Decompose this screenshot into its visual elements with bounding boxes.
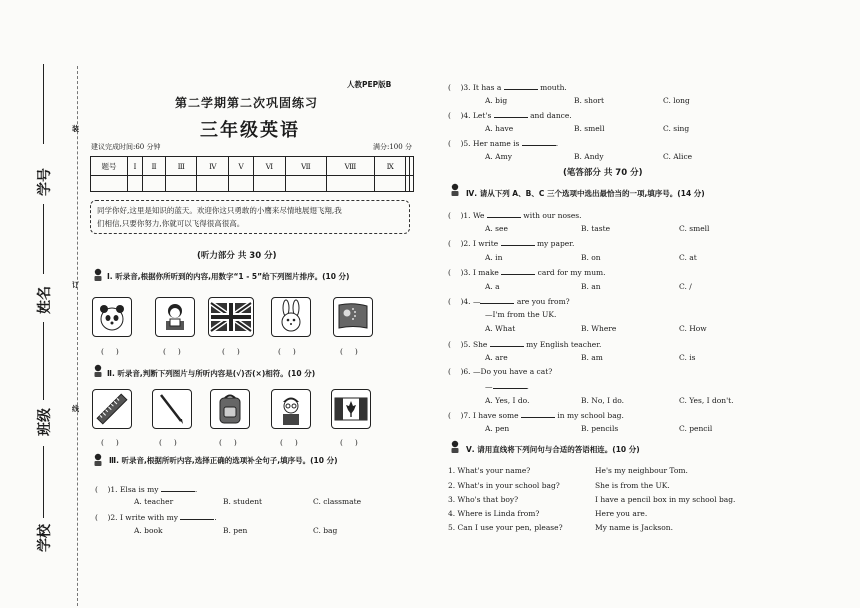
student-number-label: 学号 [37,168,53,196]
binding-dashed-line [77,66,78,606]
option: A. are [485,353,508,362]
section-1-instruction: Ⅰ. 听录音,根据你所听到的内容,用数字“1 - 5”给下列图片排序。(10 分) [107,272,350,281]
match-question: 4. Where is Linda from? [448,509,540,518]
question-text: I write [472,239,499,248]
question-line: ( )2. I write with my . [95,513,217,522]
question-text-after: are you from? [516,297,570,306]
answer-paren[interactable]: ( ) [340,438,358,447]
option: B. taste [581,224,611,233]
question-text-after: . [214,513,217,522]
option: A. in [485,253,503,262]
answer-blank[interactable] [521,410,555,418]
student-avatar-icon [91,364,105,378]
boy-icon [272,390,310,428]
question-line: ( )3. It has a mouth. [448,83,567,92]
question-text-after: card for my mum. [537,268,606,277]
full-score: 满分:100 分 [373,143,412,151]
option: C. classmate [313,497,362,506]
option: C. pencil [679,424,713,433]
question-text: We [472,211,485,220]
option: C. at [679,253,697,262]
score-table-cell [286,176,326,192]
question-number: )5. [460,340,471,349]
answer-blank[interactable] [487,210,521,218]
picture-china-flag [333,297,373,337]
option: B. No, I do. [581,396,625,405]
answer-paren[interactable]: ( ) [101,438,119,447]
picture-rabbit [271,297,311,337]
question-text: I make [472,268,499,277]
section-4-instruction: Ⅳ. 请从下列 A、B、C 三个选项中选出最恰当的一项,填序号。(14 分) [466,189,705,198]
class-label: 班级 [37,408,53,436]
match-answer: My name is Jackson. [595,523,673,532]
picture-canada-flag [331,389,371,429]
option: A. What [485,324,516,333]
answer-blank[interactable] [522,138,559,148]
option: C. sing [663,124,690,133]
option: C. How [679,324,707,333]
student-avatar-icon [448,440,462,454]
option: A. have [485,124,514,133]
question-line: ( )5. Her name is . [448,139,559,148]
score-table-cell [375,176,406,192]
score-table-cell [410,176,414,192]
binding-mark-2: 订 [72,280,79,289]
option: C. long [663,96,690,105]
binding-line-top [43,64,44,144]
section-5-instruction: Ⅴ. 请用直线将下列问句与合适的答语相连。(10 分) [466,445,640,454]
school-label: 学校 [37,524,53,552]
answer-blank[interactable] [504,82,538,90]
option: A. see [485,224,508,233]
picture-student [155,297,195,337]
question-text: I write with my [119,513,178,522]
option: B. student [223,497,263,506]
option: B. short [574,96,605,105]
question-text-after: my paper. [536,239,575,248]
question-text: — [472,297,481,306]
score-table [90,156,414,192]
question-line: ( )2. I write my paper. [448,239,575,248]
question-text-after: in my school bag. [557,411,624,420]
question-number: )5. [460,139,471,148]
question-text-after: and dance. [530,111,572,120]
option: A. book [134,526,163,535]
motto-box [90,200,410,234]
question-number: )4. [460,111,471,120]
student-avatar-icon [448,183,462,197]
student-name-label: 姓名 [37,286,53,314]
question-text: Let's [472,111,492,120]
option: B. an [581,282,601,291]
option: B. Andy [574,152,604,161]
question-number: )1. [460,211,471,220]
question-line: ( )3. I make card for my mum. [448,268,606,277]
answer-blank[interactable] [480,296,514,304]
answer-paren[interactable]: ( ) [280,438,298,447]
score-table-header [410,157,414,176]
section-2-instruction: Ⅱ. 听录音,判断下列图片与所听内容是(√)否(×)相符。(10 分) [107,369,316,378]
answer-blank[interactable] [490,339,524,347]
question-response: —I'm from the UK. [485,310,557,319]
question-number: )4. [460,297,471,306]
match-answer: I have a pencil box in my school bag. [595,495,736,504]
question-line: ( )5. She my English teacher. [448,340,602,349]
option: A. Yes, I do. [485,396,530,405]
section-3-instruction: Ⅲ. 听录音,根据所听内容,选择正确的选项补全句子,填序号。(10 分) [109,456,338,465]
question-line: ( )4. Let's and dance. [448,111,572,120]
pen-icon [153,390,191,428]
student-avatar-icon [91,268,105,282]
score-table-header: I [128,157,143,176]
question-line: ( )1. We with our noses. [448,211,582,220]
score-table-header: 题号 [91,157,128,176]
score-table-header: Ⅱ [143,157,166,176]
option: C. is [679,353,696,362]
option: B. on [581,253,601,262]
question-number: )7. [460,411,471,420]
question-text: Elsa is my [119,485,159,494]
answer-blank[interactable] [180,512,217,522]
picture-uk-flag [208,297,254,337]
rabbit-icon [272,298,310,336]
picture-pen [152,389,192,429]
question-number: )2. [460,239,471,248]
option: C. Alice [663,152,693,161]
answer-blank[interactable] [494,110,528,118]
student-avatar-icon [91,453,105,467]
match-question: 3. Who's that boy? [448,495,519,504]
option: B. smell [574,124,605,133]
answer-blank[interactable] [493,381,527,389]
option: A. pen [485,424,510,433]
question-text: She [472,340,488,349]
option: C. / [679,282,692,291]
answer-paren[interactable]: ( ) [159,438,177,447]
binding-mark-1: 装 [72,124,79,133]
answer-paren[interactable]: ( ) [222,347,240,356]
binding-line-name [43,322,44,400]
option: B. Where [581,324,617,333]
panda-icon [93,298,131,336]
answer-blank[interactable] [501,238,535,246]
question-number: )1. [107,485,118,494]
question-line: ( )1. Elsa is my . [95,485,198,494]
binding-line-number [43,204,44,274]
question-number: )6. [460,367,471,376]
motto-line: 们相信,只要你努力,你就可以飞得很高很高。 [97,219,245,228]
writing-heading: (笔答部分 共 70 分) [563,168,643,178]
question-text-after: my English teacher. [526,340,602,349]
question-response: — . [485,382,529,391]
time-info: 建议完成时间:60 分钟 [91,143,161,151]
question-text-after: . [194,485,198,494]
answer-paren[interactable]: ( ) [163,347,181,356]
option: A. Amy [485,152,512,161]
response-dash: — [485,382,493,391]
uk-flag-icon [209,298,253,336]
picture-ruler [92,389,132,429]
picture-schoolbag [210,389,250,429]
answer-paren[interactable]: ( ) [340,347,358,356]
question-text: —Do you have a cat? [472,367,553,376]
exam-title: 第二学期第二次巩固练习 [175,96,319,110]
option: A. teacher [134,497,174,506]
score-table-cell [166,176,197,192]
question-text-after: with our noses. [523,211,582,220]
score-table-cell [197,176,229,192]
answer-paren[interactable]: ( ) [101,347,119,356]
exam-subtitle: 三年级英语 [200,120,300,141]
student-icon [156,298,194,336]
schoolbag-icon [211,390,249,428]
binding-mark-3: 线 [72,404,79,413]
question-text: Her name is [472,139,520,148]
match-question: 5. Can I use your pen, please? [448,523,563,532]
option: A. big [485,96,508,105]
match-question: 2. What's in your school bag? [448,481,560,490]
score-table-cell [91,176,128,192]
score-table-header: Ⅶ [286,157,326,176]
score-table-cell [326,176,375,192]
match-answer: She is from the UK. [595,481,670,490]
score-table-cell [253,176,285,192]
question-line: ( )7. I have some in my school bag. [448,411,624,420]
question-text-after: mouth. [540,83,567,92]
score-table-header: Ⅴ [229,157,253,176]
answer-paren[interactable]: ( ) [278,347,296,356]
answer-blank[interactable] [161,484,198,494]
binding-line-class [43,446,44,518]
canada-flag-icon [332,390,370,428]
ruler-icon [93,390,131,428]
option: B. pencils [581,424,619,433]
question-number: )3. [460,83,471,92]
question-number: )3. [460,268,471,277]
score-table-header: Ⅷ [326,157,375,176]
score-table-cell [229,176,253,192]
question-text: I have some [472,411,519,420]
picture-panda [92,297,132,337]
score-table-cell [128,176,143,192]
option: B. pen [223,526,248,535]
option: A. a [485,282,500,291]
option: C. smell [679,224,710,233]
score-table-cell [143,176,166,192]
score-table-header: Ⅳ [197,157,229,176]
answer-paren[interactable]: ( ) [219,438,237,447]
china-flag-icon [334,298,372,336]
option: C. Yes, I don't. [679,396,734,405]
match-answer: He's my neighbour Tom. [595,466,688,475]
match-question: 1. What's your name? [448,466,531,475]
option: C. bag [313,526,338,535]
question-text-after: . [555,139,559,148]
edition-label: 人教PEP版B [347,80,392,89]
question-line: ( )4. — are you from? [448,297,570,306]
question-number: )2. [107,513,118,522]
motto-line: 同学你好,这里是知识的蓝天。欢迎你这只勇敢的小鹰来尽情地展翅飞翔,我 [97,206,342,215]
match-answer: Here you are. [595,509,648,518]
option: B. am [581,353,603,362]
question-text: It has a [472,83,502,92]
score-table-header: Ⅵ [253,157,285,176]
picture-boy [271,389,311,429]
score-table-header: Ⅲ [166,157,197,176]
listening-heading: (听力部分 共 30 分) [197,251,277,261]
score-table-header: Ⅸ [375,157,406,176]
answer-blank[interactable] [501,267,535,275]
question-line: ( )6. —Do you have a cat? [448,367,553,376]
